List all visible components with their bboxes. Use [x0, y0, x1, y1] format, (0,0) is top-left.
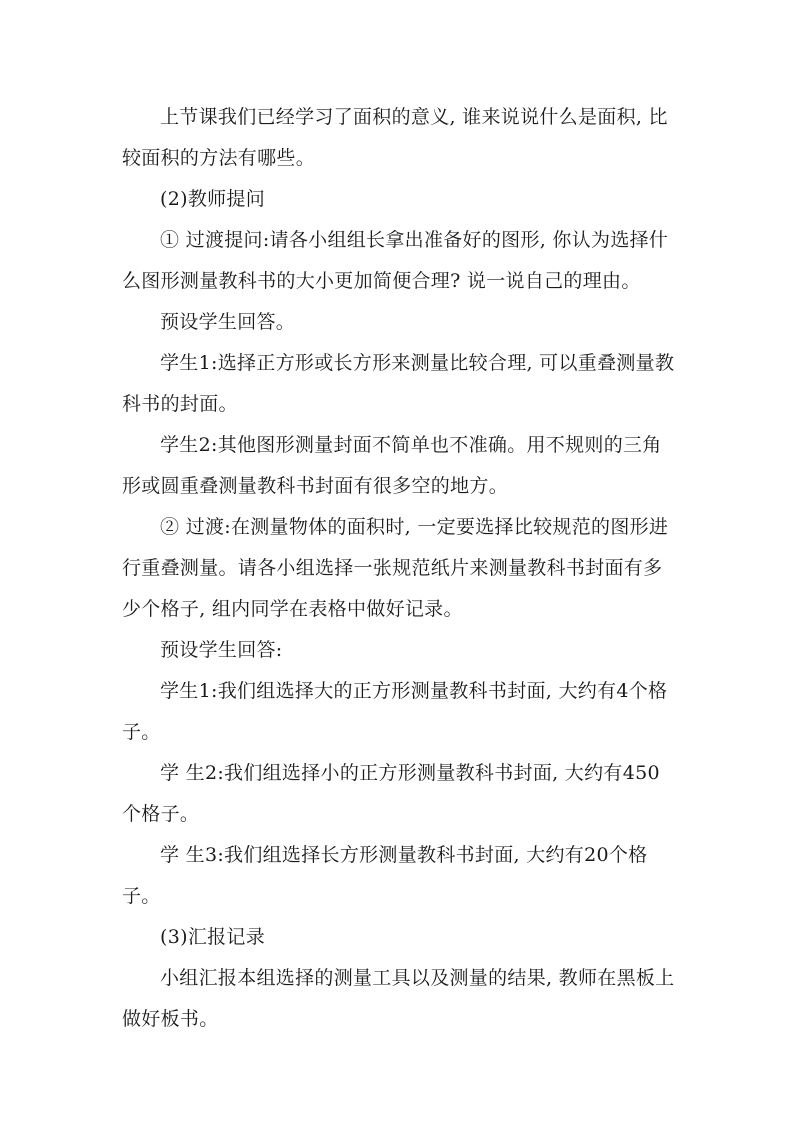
heading-teacher-questions: (2)教师提问: [160, 188, 266, 210]
document-body: [122, 97, 678, 1040]
paragraph-student-3-answer-b: 学 生3:我们组选择长方形测量教科书封面, 大约有20个格子。: [122, 844, 648, 907]
paragraph-transition-question-2: ② 过渡:在测量物体的面积时, 一定要选择比较规范的图形进行重叠测量。请各小组选择一张规范纸片来测量教科书封面有多少个格子, 组内同学在表格中做好记录。: [122, 516, 669, 620]
paragraph-expected-answers-2: 预设学生回答:: [160, 639, 283, 661]
paragraph-group-report: 小组汇报本组选择的测量工具以及测量的结果, 教师在黑板上做好板书。: [122, 967, 675, 1030]
paragraph-student-2-answer-a: 学生2:其他图形测量封面不简单也不准确。用不规则的三角形或圆重叠测量教科书封面有很多空的地方。: [122, 434, 662, 497]
paragraph-student-1-answer-b: 学生1:我们组选择大的正方形测量教科书封面, 大约有4个格子。: [122, 680, 668, 743]
paragraph-expected-answers-1: 预设学生回答。: [160, 311, 296, 333]
paragraph-student-2-answer-b: 学 生2:我们组选择小的正方形测量教科书封面, 大约有450个格子。: [122, 762, 660, 825]
paragraph-student-1-answer-a: 学生1:选择正方形或长方形来测量比较合理, 可以重叠测量教科书的封面。: [122, 352, 675, 415]
heading-report-record: (3)汇报记录: [160, 926, 266, 948]
paragraph-review-question: 上节课我们已经学习了面积的意义, 谁来说说什么是面积, 比较面积的方法有哪些。: [122, 106, 668, 169]
paragraph-transition-question-1: ① 过渡提问:请各小组组长拿出准备好的图形, 你认为选择什么图形测量教科书的大小更加简便合理? 说一说自己的理由。: [122, 229, 669, 292]
